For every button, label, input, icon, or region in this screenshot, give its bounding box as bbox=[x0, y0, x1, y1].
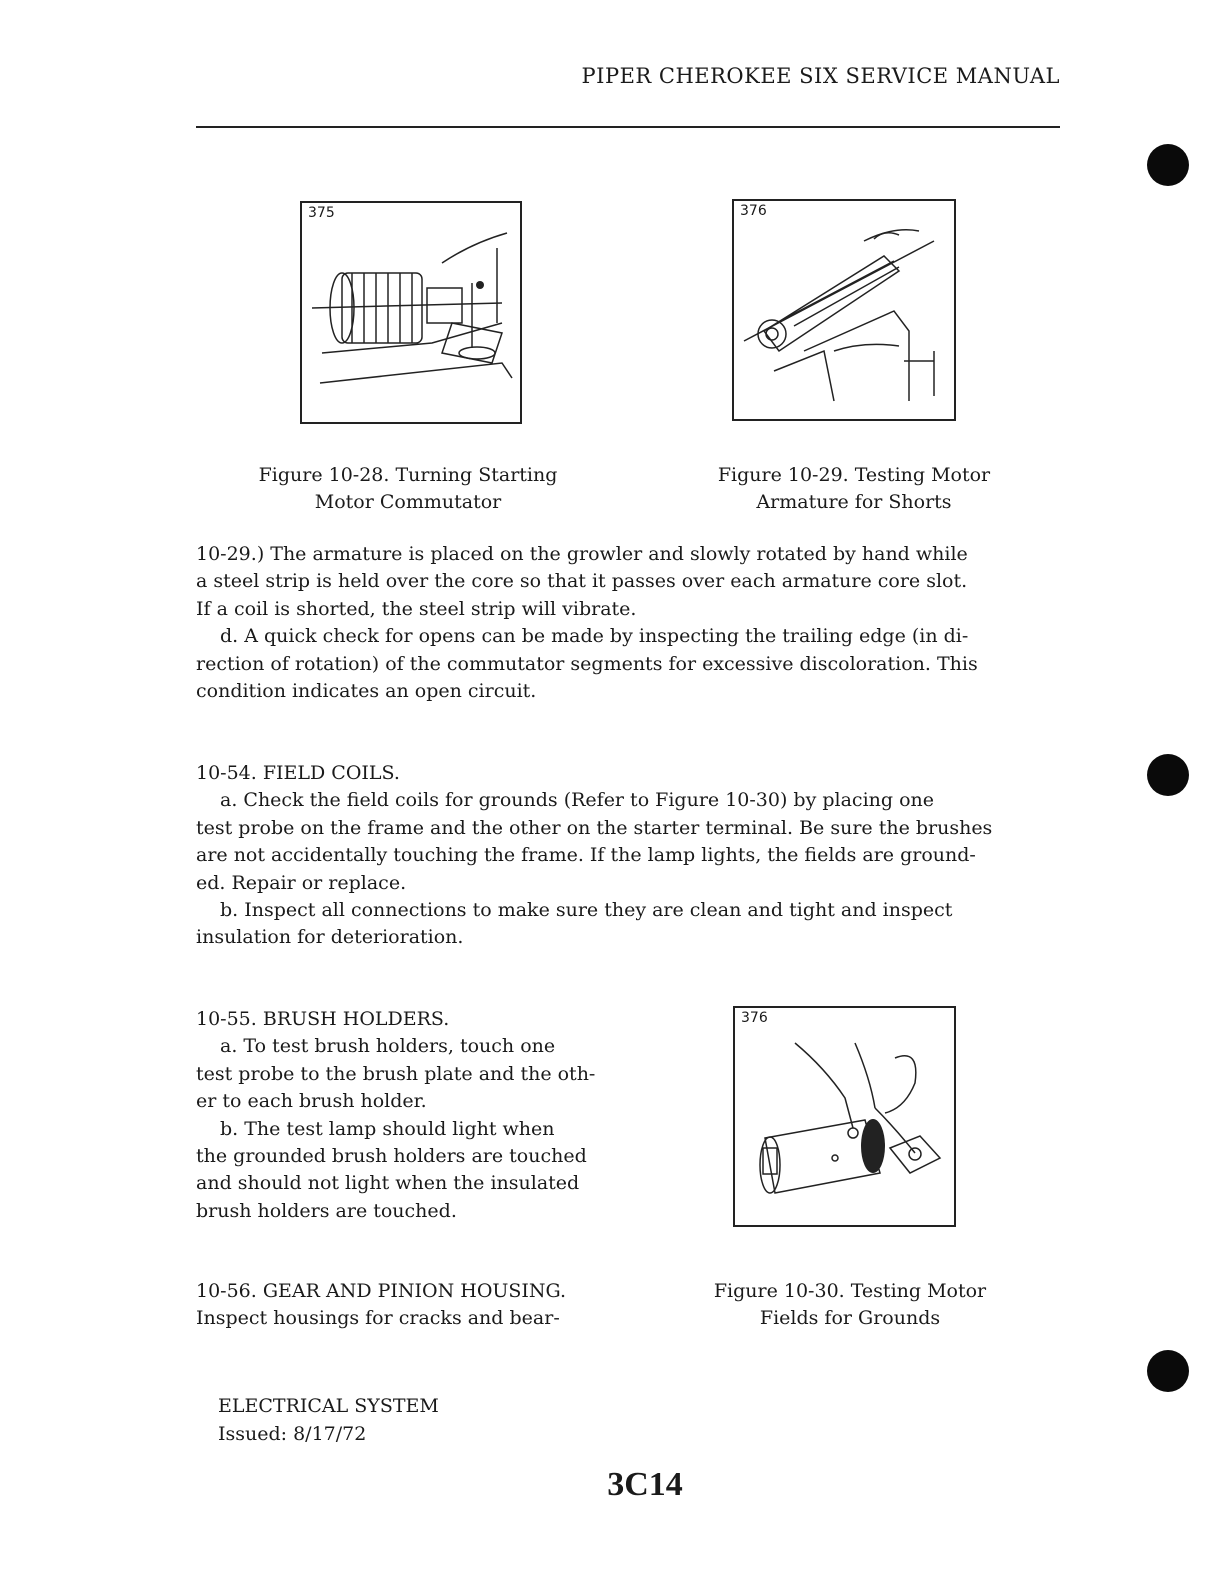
figure-10-29-number: 376 bbox=[740, 203, 767, 219]
figure-10-28-caption-line-2: Motor Commutator bbox=[314, 491, 502, 513]
brush-holders-section bbox=[196, 1006, 616, 1225]
figure-10-30-caption-line-2: Fields for Grounds bbox=[759, 1307, 941, 1329]
brush-holders-b-line-2: the grounded brush holders are touched bbox=[196, 1145, 587, 1168]
armature-test-line-1: 10-29.) The armature is placed on the growler and slowly rotated by hand while bbox=[196, 543, 968, 565]
footer-issued-date: Issued: 8/17/72 bbox=[218, 1423, 367, 1445]
footer-block bbox=[218, 1392, 618, 1448]
gear-housing-section bbox=[196, 1278, 626, 1333]
figure-10-30-image bbox=[733, 1006, 956, 1227]
field-coils-heading: 10-54. FIELD COILS. bbox=[196, 762, 400, 784]
commutator-lathe-illustration bbox=[302, 203, 520, 422]
armature-test-line-3: If a coil is shorted, the steel strip will vibrate. bbox=[196, 597, 637, 620]
brush-holders-b-line-1: b. The test lamp should light when bbox=[220, 1117, 555, 1140]
figure-10-29-caption-line-2: Armature for Shorts bbox=[756, 491, 952, 513]
armature-growler-illustration bbox=[734, 201, 954, 419]
brush-holders-b-line-4: brush holders are touched. bbox=[196, 1199, 457, 1222]
figure-10-28-number: 375 bbox=[308, 205, 335, 221]
field-ground-test-illustration bbox=[735, 1008, 954, 1225]
field-coils-a-line-2: test probe on the frame and the other on the starter terminal. Be sure the brushes bbox=[196, 816, 993, 839]
gear-housing-heading: 10-56. GEAR AND PINION HOUSING. bbox=[196, 1280, 567, 1302]
figure-10-30-number: 376 bbox=[741, 1010, 768, 1026]
brush-holders-a-line-1: a. To test brush holders, touch one bbox=[220, 1035, 556, 1058]
armature-test-paragraph bbox=[196, 541, 1066, 705]
open-check-line-1: d. A quick check for opens can be made by inspecting the trailing edge (in di- bbox=[220, 625, 969, 648]
field-coils-a-line-1: a. Check the field coils for grounds (Refer to Figure 10-30) by placing one bbox=[220, 789, 935, 812]
field-coils-a-line-4: ed. Repair or replace. bbox=[196, 871, 407, 894]
brush-holders-a-line-2: test probe to the brush plate and the oth- bbox=[196, 1062, 596, 1085]
header-rule bbox=[196, 126, 1060, 128]
binder-hole-1 bbox=[1147, 144, 1189, 186]
figure-10-30-caption bbox=[660, 1278, 1040, 1332]
field-coils-a-line-3: are not accidentally touching the frame. If the lamp lights, the fields are ground- bbox=[196, 844, 976, 867]
field-coils-b-line-2: insulation for deterioration. bbox=[196, 926, 464, 949]
figure-10-28-caption bbox=[216, 462, 600, 516]
footer-section: ELECTRICAL SYSTEM bbox=[218, 1395, 439, 1417]
page-number: 3C14 bbox=[607, 1466, 683, 1503]
gear-housing-line-2: Inspect housings for cracks and bear- bbox=[196, 1307, 560, 1330]
field-coils-section bbox=[196, 760, 1066, 952]
figure-10-29-caption bbox=[664, 462, 1044, 516]
brush-holders-a-line-3: er to each brush holder. bbox=[196, 1090, 427, 1113]
open-check-line-2: rection of rotation) of the commutator segments for excessive discoloration. This bbox=[196, 652, 978, 675]
figure-10-28-image bbox=[300, 201, 522, 424]
open-check-line-3: condition indicates an open circuit. bbox=[196, 680, 537, 703]
field-coils-b-line-1: b. Inspect all connections to make sure they are clean and tight and inspect bbox=[220, 899, 953, 922]
brush-holders-heading: 10-55. BRUSH HOLDERS. bbox=[196, 1008, 450, 1030]
brush-holders-b-line-3: and should not light when the insulated bbox=[196, 1172, 580, 1195]
binder-hole-3 bbox=[1147, 1350, 1189, 1392]
figure-10-30-caption-line-1: Figure 10-30. Testing Motor bbox=[713, 1280, 987, 1302]
figure-10-29-image bbox=[732, 199, 956, 421]
running-header: PIPER CHEROKEE SIX SERVICE MANUAL bbox=[581, 64, 1060, 88]
figure-10-29-caption-line-1: Figure 10-29. Testing Motor bbox=[717, 464, 991, 486]
figure-10-28-caption-line-1: Figure 10-28. Turning Starting bbox=[258, 464, 558, 486]
binder-hole-2 bbox=[1147, 754, 1189, 796]
armature-test-line-2: a steel strip is held over the core so that it passes over each armature core slot. bbox=[196, 570, 968, 593]
